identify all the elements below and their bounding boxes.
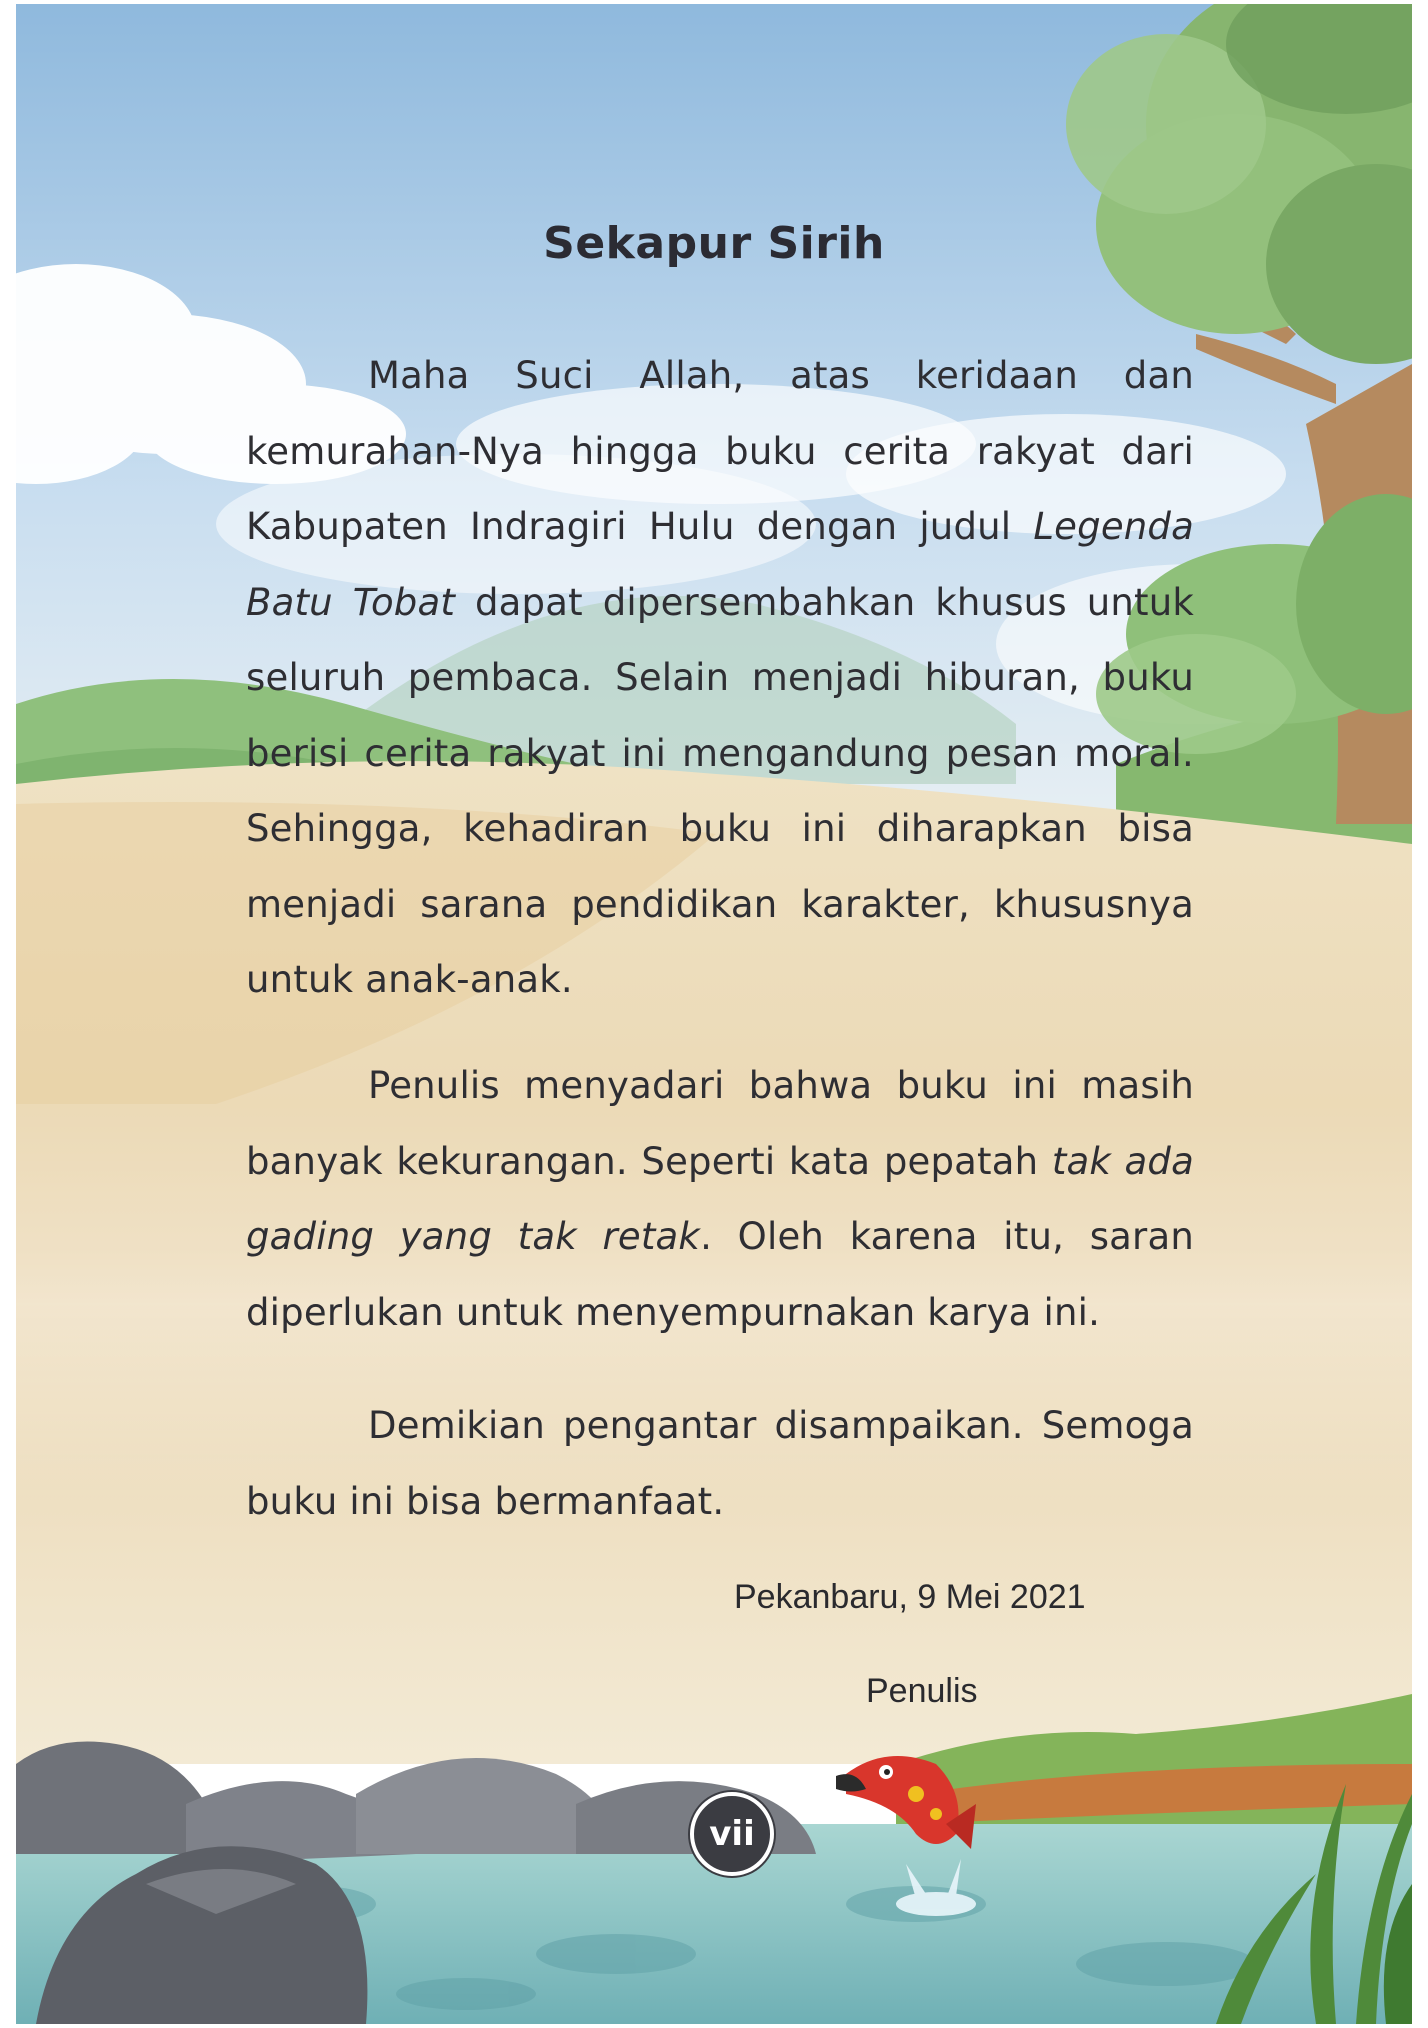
paragraph-1-text-a: Maha Suci Allah, atas keridaan dan kemurahan-Nya hingga buku cerita rakyat dari Kabupaten Indragiri Hulu dengan judul [246, 354, 1194, 548]
paragraph-2-text-a: Penulis menyadari bahwa buku ini masih banyak kekurangan. Seperti kata pepatah [246, 1064, 1194, 1183]
page-number-badge: vii [690, 1792, 774, 1876]
book-title-italic: Legenda Batu Tobat [246, 505, 1194, 624]
paragraph-3 [246, 1388, 1194, 1539]
page-title: Sekapur Sirih [543, 218, 885, 269]
signer-label: Penulis [866, 1672, 978, 1710]
paragraph-1 [246, 338, 1194, 1018]
paragraph-2-text-c: . Oleh karena itu, saran diperlukan untuk menyempurnakan karya ini. [246, 1215, 1194, 1334]
paragraph-1-text-c: dapat dipersembahkan khusus untuk seluruh pembaca. Selain menjadi hiburan, buku berisi cerita rakyat ini mengandung pesan moral. Sehingga, kehadiran buku ini diharapkan bisa menjadi sarana pendidikan karakter, khususnya untuk anak-anak. [246, 580, 1194, 1001]
paragraph-2 [246, 1048, 1194, 1350]
paragraph-3-text: Demikian pengantar disampaikan. Semoga buku ini bisa bermanfaat. [246, 1404, 1194, 1523]
proverb-italic: tak ada gading yang tak retak [246, 1139, 1194, 1258]
place-date: Pekanbaru, 9 Mei 2021 [734, 1578, 1086, 1616]
